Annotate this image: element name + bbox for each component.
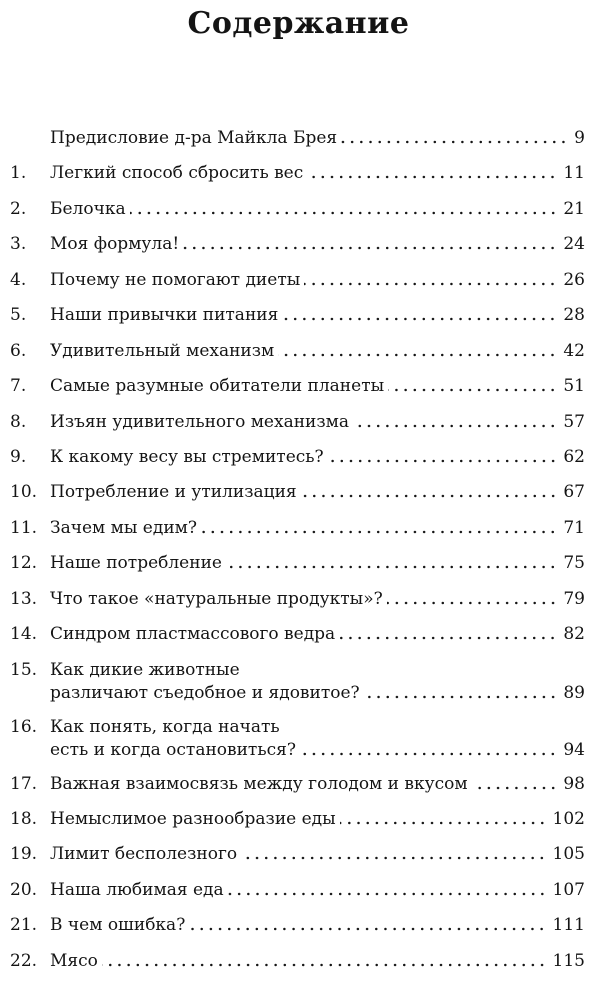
toc-entry-page: 57 — [563, 411, 585, 432]
toc-entry[interactable] — [0, 876, 597, 911]
toc-entry-page: 111 — [552, 915, 585, 936]
toc-entry-page: 62 — [563, 446, 585, 467]
toc-entry-title: Что такое «натуральные продукты»? — [50, 588, 383, 609]
toc-entry-title: Легкий способ сбросить вес — [50, 163, 304, 184]
toc-entry-page: 51 — [563, 376, 585, 397]
toc-entry-title: различают съедобное и ядовитое? — [50, 682, 360, 703]
toc-entry-title-line1: Как понять, когда начать — [50, 716, 280, 737]
toc-entry-page: 102 — [552, 809, 585, 829]
dot-leader — [364, 695, 558, 699]
toc-entry-page: 21 — [563, 198, 585, 219]
toc-entry-title: Самые разумные обитатели планеты — [50, 376, 385, 397]
toc-entry[interactable] — [0, 478, 597, 513]
toc-entry-title: Предисловие д-ра Майкла Брея — [50, 128, 338, 148]
dot-leader — [300, 752, 557, 756]
toc-entry-number: 18. — [10, 809, 38, 829]
dot-leader — [189, 927, 546, 931]
toc-entry[interactable] — [0, 770, 597, 805]
toc-entry[interactable] — [0, 443, 597, 478]
toc-entry[interactable] — [0, 408, 597, 443]
toc-entry-number: 13. — [10, 588, 38, 609]
toc-entry-number: 14. — [10, 624, 38, 645]
dot-leader — [307, 175, 557, 179]
dot-leader — [472, 786, 558, 790]
dot-leader — [387, 601, 558, 605]
dot-leader — [226, 565, 557, 569]
toc-entry-title: В чем ошибка? — [50, 915, 186, 936]
toc-entry-number: 22. — [10, 950, 38, 971]
toc-entry-number: 12. — [10, 553, 38, 574]
toc-entry-page: 98 — [563, 773, 585, 794]
dot-leader — [201, 530, 557, 534]
toc-entry-page: 42 — [563, 340, 585, 361]
dot-leader — [130, 211, 558, 215]
toc-entry-number: 1. — [10, 163, 27, 184]
dot-leader — [228, 892, 547, 896]
toc-entry-title: Важная взаимосвязь между голодом и вкусом — [50, 773, 468, 794]
toc-entry-title: Мясо — [50, 950, 98, 971]
toc-entry[interactable] — [0, 159, 597, 194]
toc-entry-number: 6. — [10, 340, 27, 361]
toc-entry-number: 17. — [10, 773, 38, 794]
toc-entry-page: 71 — [563, 517, 585, 538]
toc-entry-title: Лимит бесполезного — [50, 844, 238, 865]
toc-entry-title: Почему не помогают диеты — [50, 269, 301, 290]
dot-leader — [183, 246, 557, 250]
toc-entry-page: 26 — [563, 269, 585, 290]
toc-entry-number: 8. — [10, 411, 27, 432]
toc-entry-page: 107 — [552, 879, 585, 900]
toc-entry[interactable] — [0, 514, 597, 549]
toc-entry-number: 19. — [10, 844, 38, 865]
toc-entry-page: 82 — [563, 624, 585, 645]
dot-leader — [304, 282, 557, 286]
toc-entry-number: 21. — [10, 915, 38, 936]
toc-entry[interactable] — [0, 713, 597, 770]
toc-entry-title: Потребление и утилизация — [50, 482, 297, 503]
toc-entry-page: 115 — [552, 950, 585, 971]
toc-entry-number: 10. — [10, 482, 38, 503]
dot-leader — [353, 424, 557, 428]
toc-entry[interactable] — [0, 124, 597, 159]
toc-entry-page: 105 — [552, 844, 585, 865]
table-of-contents — [0, 124, 597, 982]
toc-entry-page: 75 — [563, 553, 585, 574]
toc-entry-page: 24 — [563, 234, 585, 255]
toc-entry[interactable] — [0, 301, 597, 336]
toc-entry-title: Моя формула! — [50, 234, 180, 255]
dot-leader — [282, 317, 557, 321]
toc-entry[interactable] — [0, 549, 597, 584]
toc-entry-title: Наше потребление — [50, 553, 222, 574]
toc-entry-number: 20. — [10, 879, 38, 900]
toc-entry[interactable] — [0, 372, 597, 407]
toc-entry-title: Изъян удивительного механизма — [50, 411, 350, 432]
toc-entry-title: есть и когда остановиться? — [50, 739, 296, 760]
dot-leader — [339, 636, 557, 640]
toc-entry-title: Зачем мы едим? — [50, 517, 198, 538]
toc-entry-number: 3. — [10, 234, 27, 255]
dot-leader — [241, 856, 546, 860]
toc-entry-number: 2. — [10, 198, 27, 219]
toc-entry-number: 4. — [10, 269, 27, 290]
toc-entry[interactable] — [0, 337, 597, 372]
toc-entry[interactable] — [0, 656, 597, 713]
toc-entry-number: 15. — [10, 659, 38, 680]
toc-entry-page: 94 — [563, 739, 585, 760]
toc-entry[interactable] — [0, 230, 597, 265]
toc-entry[interactable] — [0, 585, 597, 620]
toc-entry-number: 11. — [10, 517, 38, 538]
toc-entry-title: К какому весу вы стремитесь? — [50, 446, 324, 467]
toc-entry-title: Удивительный механизм — [50, 340, 275, 361]
toc-entry-title-line1: Как дикие животные — [50, 659, 240, 680]
toc-entry[interactable] — [0, 620, 597, 655]
toc-entry[interactable] — [0, 911, 597, 946]
dot-leader — [388, 388, 557, 392]
toc-entry-title: Наши привычки питания — [50, 305, 279, 326]
toc-entry-number: 7. — [10, 376, 27, 397]
toc-entry[interactable] — [0, 947, 597, 982]
dot-leader — [301, 494, 558, 498]
toc-entry[interactable] — [0, 805, 597, 840]
page-title: Содержание — [187, 6, 410, 41]
dot-leader — [328, 459, 558, 463]
toc-entry[interactable] — [0, 266, 597, 301]
toc-entry-title: Синдром пластмассового ведра — [50, 624, 336, 645]
toc-entry-title: Белочка — [50, 198, 126, 219]
toc-entry-page: 89 — [563, 682, 585, 703]
dot-leader — [341, 140, 568, 144]
toc-entry-number: 16. — [10, 716, 38, 737]
toc-entry-page: 28 — [563, 305, 585, 326]
toc-entry[interactable] — [0, 840, 597, 875]
toc-entry-page: 11 — [563, 163, 585, 184]
toc-entry-page: 67 — [563, 482, 585, 503]
toc-entry-number: 9. — [10, 446, 27, 467]
toc-entry[interactable] — [0, 195, 597, 230]
toc-entry-page: 9 — [574, 128, 585, 148]
toc-entry-title: Наша любимая еда — [50, 879, 224, 900]
dot-leader — [102, 963, 547, 967]
toc-entry-page: 79 — [563, 588, 585, 609]
dot-leader — [340, 821, 547, 825]
toc-entry-number: 5. — [10, 305, 27, 326]
toc-entry-title: Немыслимое разнообразие еды — [50, 809, 336, 829]
dot-leader — [278, 353, 557, 357]
